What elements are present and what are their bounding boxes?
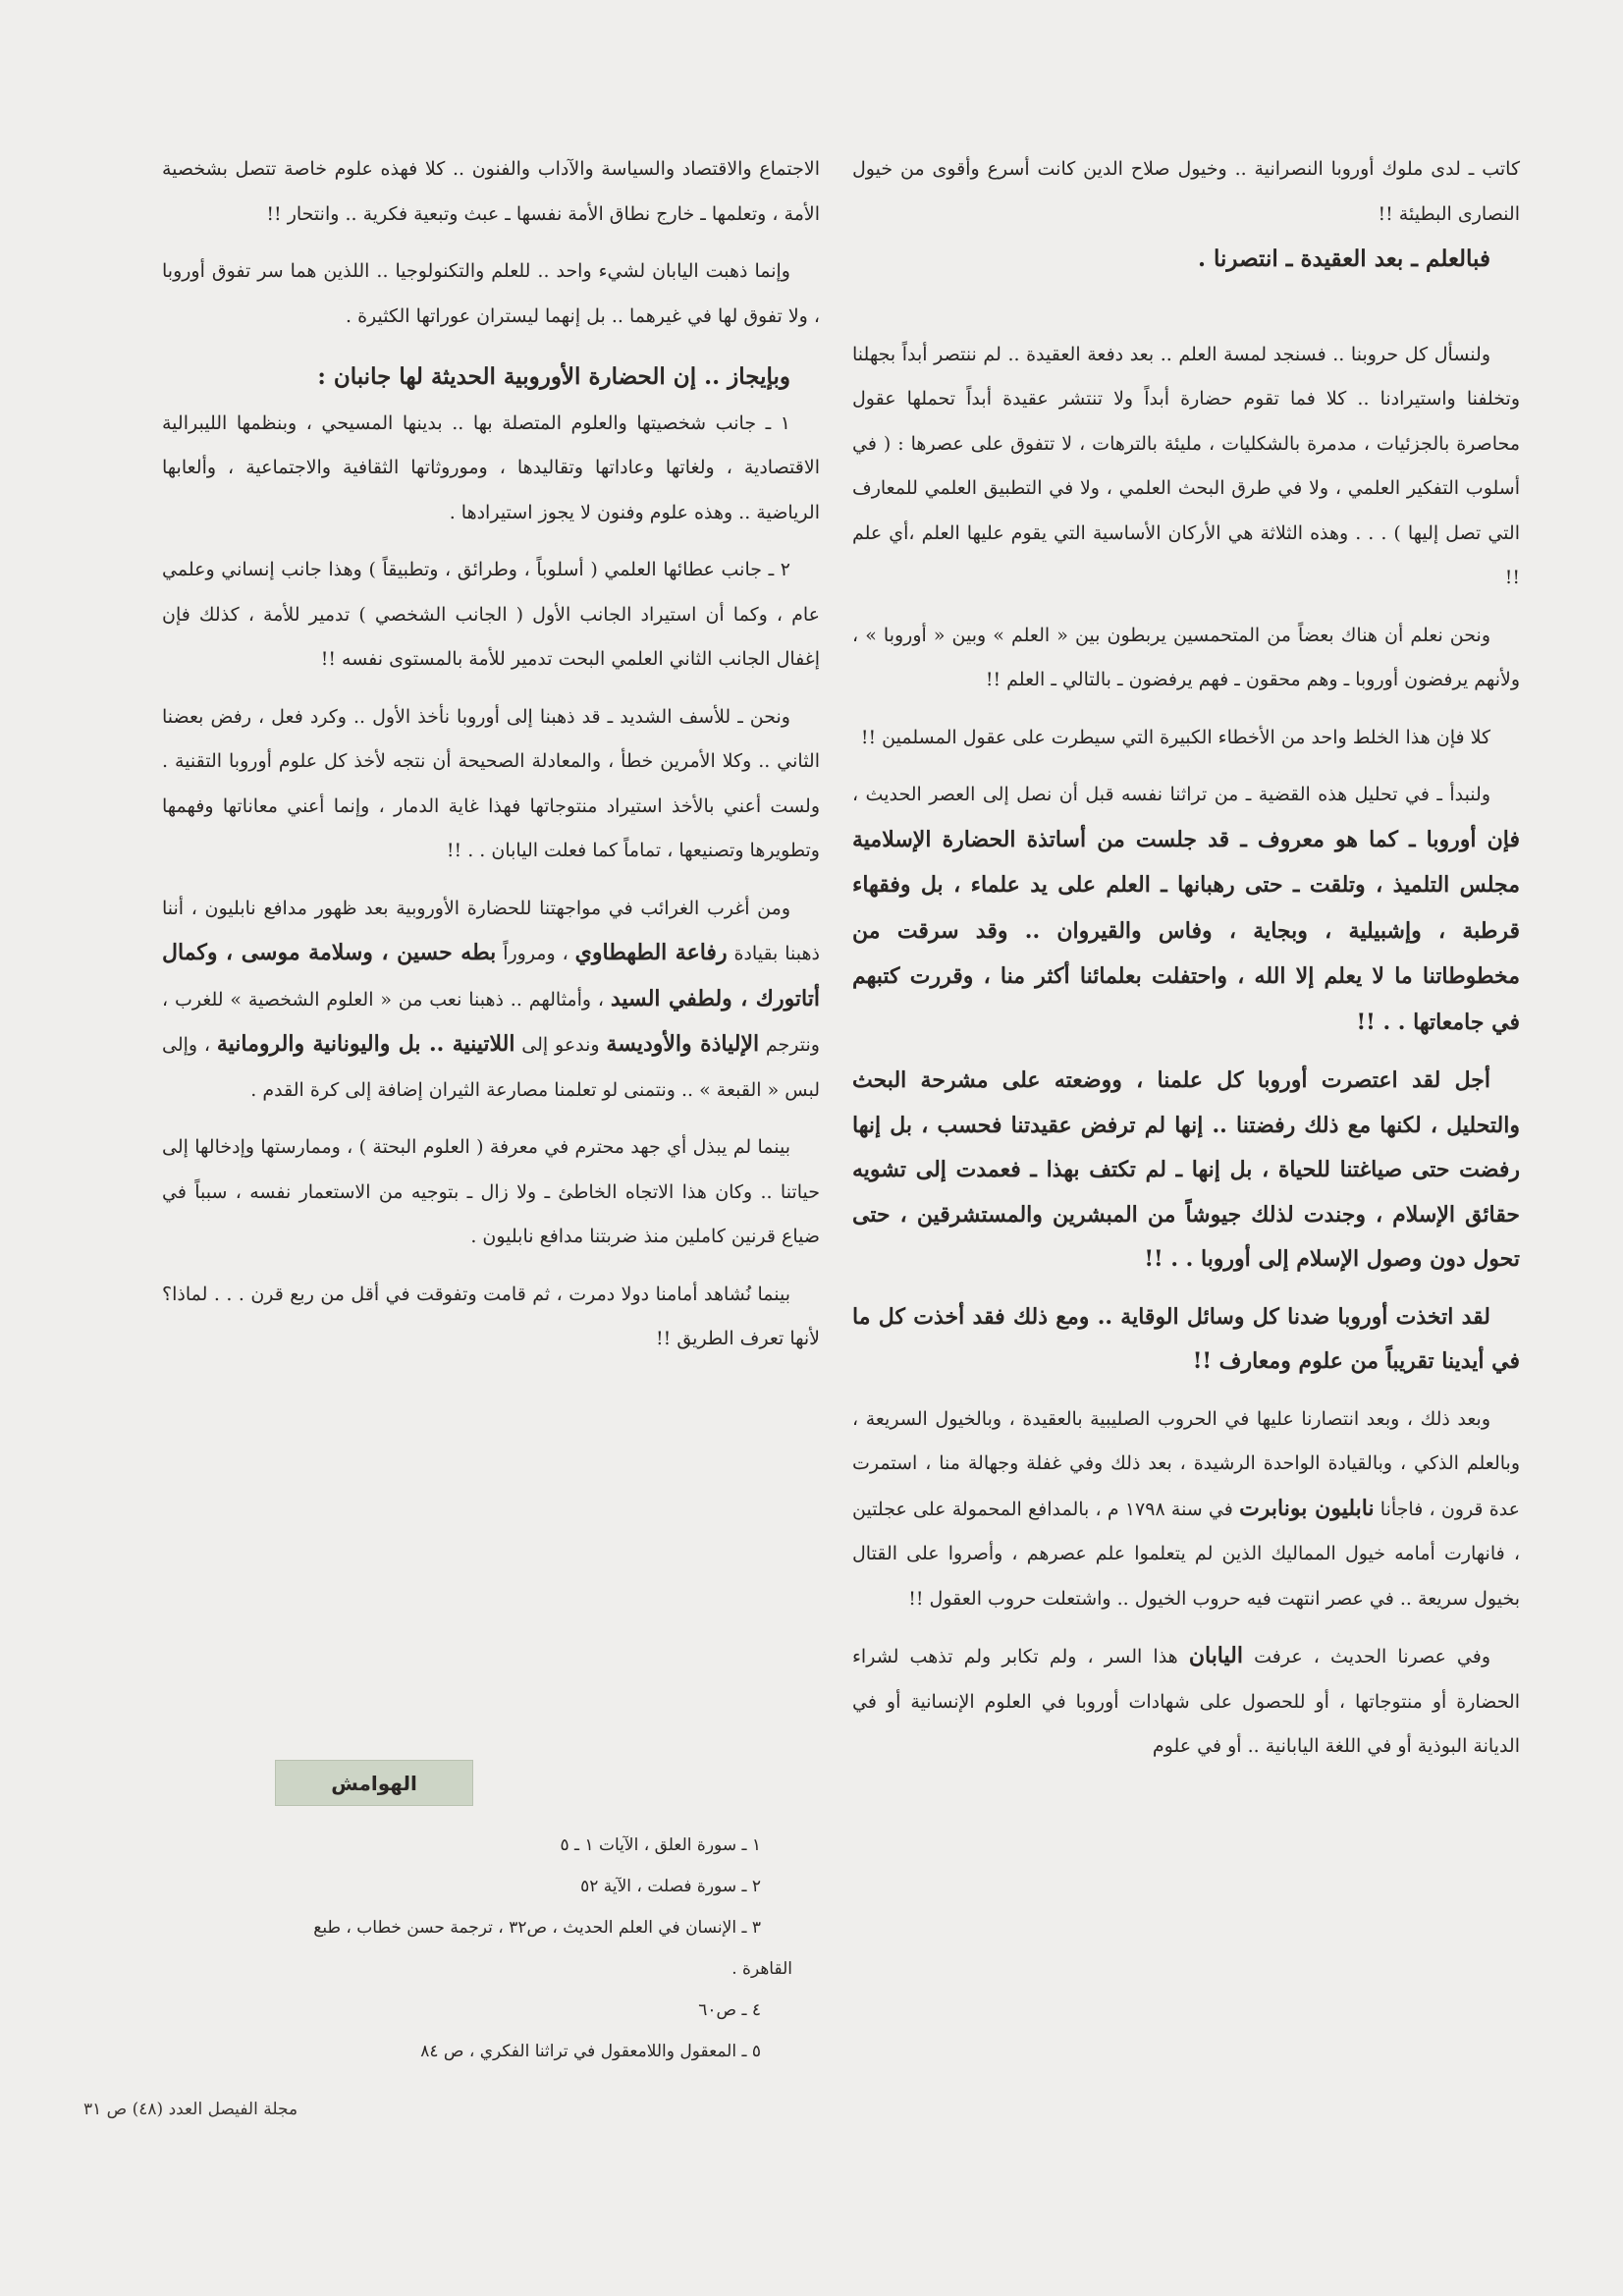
- paragraph: ٢ ـ جانب عطائها العلمي ( أسلوباً ، وطرائق ، وتطبيقاً ) وهذا جانب إنساني وعلمي عام ، وكما أن استيراد الجانب الأول ( الجانب الشخصي ) تدمير للأمة ، كذلك فإن إغفال الجانب الثاني العلمي البحت تدمير للأمة بالمستوى نفسه !!: [162, 559, 820, 670]
- paragraph: بينما لم يبذل أي جهد محترم في معرفة ( العلوم البحتة ) ، وممارستها وإدخالها إلى حياتنا .. وكان هذا الاتجاه الخاطئ ـ ولا زال ـ بتوجيه من الاستعمار نفسه ، سبباً في ضياع قرنين كاملين منذ ضربتنا مدافع نابليون .: [162, 1136, 820, 1247]
- paragraph-text: وفي عصرنا الحديث ، عرفت: [1242, 1646, 1490, 1667]
- footnote-item: ٥ ـ المعقول واللامعقول في تراثنا الفكري ، ص ٨٤: [420, 2042, 761, 2061]
- paragraph-text: في سنة ١٧٩٨ م ، بالمدافع المحمولة على عجلتين ، فانهارت أمامه خيول المماليك الذين لم يتعلموا علم عصرهم ، وأصروا على القتال بخيول سريعة .. في عصر انتهت فيه حروب الخيول .. واشتعلت حروب العقول !!: [852, 1498, 1520, 1610]
- footnote-item: ١ ـ سورة العلق ، الآيات ١ ـ ٥: [560, 1835, 761, 1855]
- paragraph: الاجتماع والاقتصاد والسياسة والآداب والفنون .. كلا فهذه علوم خاصة تتصل بشخصية الأمة ، وتعلمها ـ خارج نطاق الأمة نفسها ـ عبث وتبعية فكرية .. وانتحار !!: [162, 158, 820, 225]
- footnote-item: ٢ ـ سورة فصلت ، الآية ٥٢: [580, 1877, 761, 1896]
- paragraph-text: ، وأمثالهم .. ذهبنا نعب من « العلوم الشخصية » للغرب ، ونترجم: [162, 988, 820, 1056]
- paragraph-text: ومن أغرب الغرائب في مواجهتنا للحضارة الأوروبية بعد ظهور مدافع نابليون ، أننا ذهبنا بقيادة: [162, 897, 821, 964]
- paragraph-text: ، ومروراً: [496, 943, 575, 964]
- bold-name: اليابان: [1188, 1643, 1243, 1668]
- paragraph: [852, 1397, 1520, 1622]
- paragraph-text: ، وإلى لبس « القبعة » .. ونتمنى لو تعلمنا مصارعة الثيران إضافة إلى كرة القدم .: [162, 1034, 820, 1101]
- bold-text: فإن أوروبا ـ كما هو معروف ـ قد جلست من أساتذة الحضارة الإسلامية مجلس التلميذ ، وتلقت ـ حتى رهبانها ـ العلم على يد علماء ، بل وفقهاء قرطبة ، وإشبيلية ، وبجاية ، وفاس والقيروان .. وقد سرقت من مخطوطاتنا ما لا يعلم إلا الله ، واحتفلت بعلمائنا أكثر منا ، وقررت كتبهم في جامعاتها . . !!: [852, 826, 1520, 1035]
- footnotes-title: الهوامش: [275, 1760, 473, 1806]
- paragraph: ولنسأل كل حروبنا .. فسنجد لمسة العلم .. بعد دفعة العقيدة .. لم ننتصر أبداً بجهلنا وتخلفنا واستيرادنا .. كلا فما تقوم حضارة أبداً ولا تنتشر عقيدة أبداً تحملها عقول محاصرة بالجزئيات ، مدمرة بالشكليات ، مليئة بالترهات ، لا تتفوق على عصرها : ( في أسلوب التفكير العلمي ، ولا في طرق البحث العلمي ، ولا في التطبيق العلمي للمعارف التي تصل إليها ) . . . وهذه الثلاثة هي الأركان الأساسية التي يقوم عليها العلم ،أي علم !!: [852, 343, 1520, 588]
- paragraph: [162, 887, 820, 1114]
- paragraph: ونحن نعلم أن هناك بعضاً من المتحمسين يربطون بين « العلم » وبين « أوروبا » ، ولأنهم يرفضون أوروبا ـ وهم محقون ـ فهم يرفضون ـ بالتالي ـ العلم !!: [852, 624, 1520, 690]
- left-column: [162, 147, 820, 1362]
- bold-name: نابليون بونابرت: [1239, 1495, 1375, 1521]
- bold-name: اللاتينية .. بل واليونانية والرومانية: [216, 1031, 515, 1057]
- footnote-continuation: القاهرة .: [731, 1959, 792, 1979]
- footnote-item: ٤ ـ ص٦٠: [698, 2000, 761, 2020]
- bold-name: الإلياذة والأوديسة: [606, 1031, 760, 1057]
- bold-paragraph: لقد اتخذت أوروبا ضدنا كل وسائل الوقاية .. ومع ذلك فقد أخذت كل ما في أيدينا تقريباً من علوم ومعارف !!: [852, 1303, 1520, 1374]
- paragraph: وإنما ذهبت اليابان لشيء واحد .. للعلم والتكنولوجيا .. اللذين هما سر تفوق أوروبا ، ولا تفوق لها في غيرهما .. بل إنهما ليستران عوراتها الكثيرة .: [162, 260, 820, 327]
- section-heading: فبالعلم ـ بعد العقيدة ـ انتصرنا .: [1197, 246, 1490, 272]
- bold-name: رفاعة الطهطاوي: [574, 940, 728, 965]
- paragraph: [852, 773, 1520, 1046]
- paragraph: بينما نُشاهد أمامنا دولا دمرت ، ثم قامت وتفوقت في أقل من ربع قرن . . . لماذا؟ لأنها تعرف الطريق !!: [162, 1283, 820, 1349]
- paragraph-text: ولنبدأ ـ في تحليل هذه القضية ـ من تراثنا نفسه قبل أن نصل إلى العصر الحديث ،: [852, 784, 1490, 805]
- page-footer: مجلة الفيصل العدد (٤٨) ص ٣١: [83, 2100, 298, 2119]
- paragraph: [852, 1634, 1520, 1770]
- paragraph: ونحن ـ للأسف الشديد ـ قد ذهبنا إلى أوروبا نأخذ الأول .. وكرد فعل ، رفض بعضنا الثاني .. وكلا الأمرين خطأ ، والمعادلة الصحيحة أن نتجه لأخذ كل علوم أوروبا التقنية . ولست أعني بالأخذ استيراد منتوجاتها فهذا غاية الدمار ، وإنما أعني معاناتها وفهمها وتطويرها وتصنيعها ، تماماً كما فعلت اليابان . . !!: [162, 705, 820, 861]
- footnotes-list: [162, 1825, 820, 2072]
- paragraph: كلا فإن هذا الخلط واحد من الأخطاء الكبيرة التي سيطرت على عقول المسلمين !!: [860, 726, 1490, 748]
- bold-paragraph: أجل لقد اعتصرت أوروبا كل علمنا ، ووضعته على مشرحة البحث والتحليل ، لكنها مع ذلك رفضتنا .. إنها لم ترفض عقيدتنا فحسب ، بل إنها رفضت حتى صياغتنا للحياة ، بل إنها ـ لم تكتف بهذا ـ فعمدت إلى تشويه حقائق الإسلام ، وجندت لذلك جيوشاً من المبشرين والمستشرقين ، حتى تحول دون وصول الإسلام إلى أوروبا . . !!: [852, 1067, 1520, 1272]
- section-heading: وبإيجاز .. إن الحضارة الأوروبية الحديثة لها جانبان :: [317, 363, 790, 390]
- paragraph: كاتب ـ لدى ملوك أوروبا النصرانية .. وخيول صلاح الدين كانت أسرع وأقوى من خيول النصارى البطيئة !!: [852, 158, 1520, 225]
- paragraph-text: هذا السر ، ولم تكابر ولم تذهب لشراء الحضارة أو منتوجاتها ، أو للحصول على شهادات أوروبا في العلوم الإنسانية أو في الديانة البوذية أو في اللغة اليابانية .. أو في علوم: [852, 1646, 1520, 1757]
- paragraph-text: وندعو إلى: [514, 1034, 607, 1056]
- paragraph: ١ ـ جانب شخصيتها والعلوم المتصلة بها .. بدينها المسيحي ، وبنظمها الليبرالية الاقتصادية ، ولغاتها وعاداتها وتقاليدها ، وموروثاتها الثقافية والاجتماعية ، وألعابها الرياضية .. وهذه علوم وفنون لا يجوز استيرادها .: [162, 411, 820, 523]
- paragraph-text: وبعد ذلك ، وبعد انتصارنا عليها في الحروب الصليبية بالعقيدة ، وبالخيول السريعة ، وبالعلم الذكي ، وبالقيادة الواحدة الرشيدة ، بعد ذلك وفي غفلة وجهالة منا ، استمرت عدة قرون ، فاجأنا: [852, 1407, 1520, 1520]
- right-column: [852, 147, 1520, 1770]
- footnote-item: ٣ ـ الإنسان في العلم الحديث ، ص٣٢ ، ترجمة حسن خطاب ، طبع: [313, 1918, 761, 1938]
- bold-name: بطه حسين ، وسلامة موسى ، وكمال أتاتورك ، ولطفي السيد: [162, 940, 820, 1011]
